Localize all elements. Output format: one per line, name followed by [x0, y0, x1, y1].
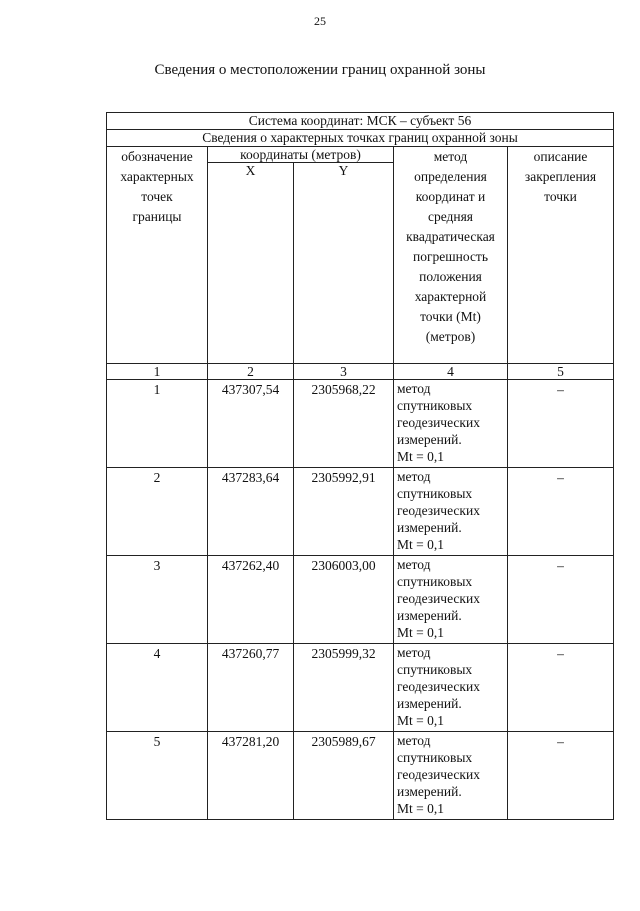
header-method: метод определения координат и средняя квадратическая погрешность положения характерной точки (Mt) (метров) — [394, 147, 508, 364]
coord-x: 437307,54 — [208, 380, 294, 468]
description-cell: – — [508, 644, 614, 732]
coord-y: 2305999,32 — [294, 644, 394, 732]
method-cell: метод спутниковых геодезических измерений. Mt = 0,1 — [394, 644, 508, 732]
column-number: 2 — [208, 364, 294, 380]
coord-x: 437283,64 — [208, 468, 294, 556]
point-number: 5 — [107, 732, 208, 820]
table-row — [107, 644, 614, 732]
coord-y: 2305992,91 — [294, 468, 394, 556]
table-header-system — [107, 113, 614, 130]
column-number-row — [107, 364, 614, 380]
table-header-subtitle — [107, 130, 614, 147]
table-row — [107, 556, 614, 644]
coord-y: 2305989,67 — [294, 732, 394, 820]
description-cell: – — [508, 556, 614, 644]
point-number: 1 — [107, 380, 208, 468]
table-row — [107, 468, 614, 556]
description-cell: – — [508, 468, 614, 556]
document-title: Сведения о местоположении границ охранной зоны — [154, 62, 486, 78]
header-description: описание закрепления точки — [508, 147, 614, 364]
table-row — [107, 380, 614, 468]
table-header-columns — [107, 147, 614, 163]
header-coordinates: координаты (метров) — [208, 147, 394, 163]
column-number: 5 — [508, 364, 614, 380]
header-x: X — [208, 163, 294, 364]
method-cell: метод спутниковых геодезических измерений. Mt = 0,1 — [394, 380, 508, 468]
description-cell: – — [508, 380, 614, 468]
point-number: 4 — [107, 644, 208, 732]
column-number: 3 — [294, 364, 394, 380]
column-number: 4 — [394, 364, 508, 380]
column-number: 1 — [107, 364, 208, 380]
description-cell: – — [508, 732, 614, 820]
header-y: Y — [294, 163, 394, 364]
page-number: 25 — [314, 14, 326, 28]
point-number: 2 — [107, 468, 208, 556]
table-subtitle: Сведения о характерных точках границ охранной зоны — [107, 130, 614, 147]
coord-y: 2305968,22 — [294, 380, 394, 468]
header-designation: обозначение характерных точек границы — [107, 147, 208, 364]
coord-x: 437260,77 — [208, 644, 294, 732]
table-row — [107, 732, 614, 820]
method-cell: метод спутниковых геодезических измерений. Mt = 0,1 — [394, 732, 508, 820]
coord-x: 437281,20 — [208, 732, 294, 820]
coord-x: 437262,40 — [208, 556, 294, 644]
coordinate-system: Система координат: МСК – субъект 56 — [107, 113, 614, 130]
point-number: 3 — [107, 556, 208, 644]
method-cell: метод спутниковых геодезических измерений. Mt = 0,1 — [394, 556, 508, 644]
method-cell: метод спутниковых геодезических измерений. Mt = 0,1 — [394, 468, 508, 556]
boundary-points-table — [106, 112, 614, 820]
coord-y: 2306003,00 — [294, 556, 394, 644]
